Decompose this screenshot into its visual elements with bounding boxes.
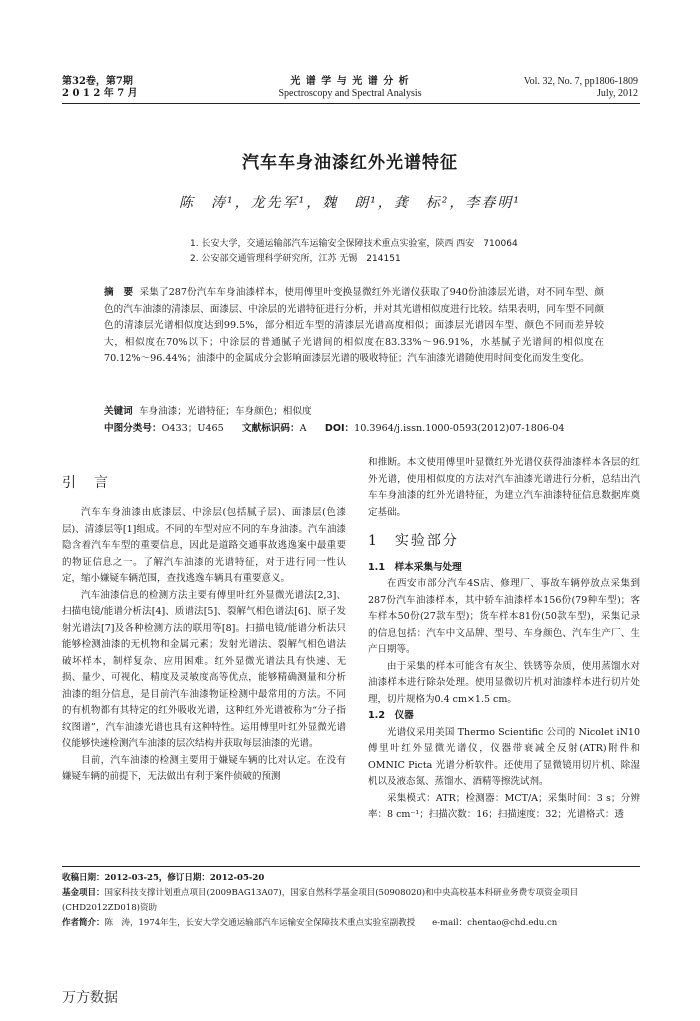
doc-code-label: 文献标识码：	[242, 423, 300, 434]
doc-code-value: A	[299, 423, 307, 434]
affiliation-1: 1. 长安大学，交通运输部汽车运输安全保障技术重点实验室，陕西 西安 710064	[190, 239, 518, 249]
abstract-label: 摘 要	[104, 287, 134, 298]
author-bio-label: 作者简介：	[62, 918, 105, 928]
keywords	[104, 404, 604, 420]
clc-value: O433；U465	[161, 423, 224, 434]
received-dates: 收稿日期：2012-03-25，修订日期：2012-05-20	[62, 873, 265, 883]
publication-month: July, 2012	[596, 88, 638, 99]
volume-issue: 第32卷，第7期	[62, 76, 133, 87]
paragraph-1-1-a: 在西安市部分汽车4S店、修理厂、事故车辆停放点采集到287份汽车油漆样本，其中轿车油漆样本156份(79种车型)；客车样本50份(27款车型)；货车样本81份(50款车型)，采集记录的信息包括：汽车中文品牌、型号、车身颜色、汽车生产厂、生产日期等。	[368, 578, 640, 655]
right-column	[368, 455, 640, 824]
classification-line	[104, 421, 604, 437]
watermark: 万方数据	[62, 990, 118, 1006]
author-bio	[62, 916, 640, 931]
intro-body	[62, 505, 346, 786]
keywords-text: 车身油漆；光谱特征；车身颜色；相似度	[138, 406, 312, 417]
keywords-label: 关键词	[104, 406, 133, 417]
intro-paragraph-1: 汽车车身油漆由底漆层、中涂层(包括腻子层)、面漆层(色漆层)、清漆层等[1]组成。不同的车型对应不同的车身油漆。汽车油漆隐含着汽车车型的重要信息，因此是道路交通事故逃逸案中最重要的物证信息之一。了解汽车油漆的光谱特征，对于进行同一性认定，缩小嫌疑车辆范围，查找逃逸车辆具有重要意义。	[62, 507, 346, 584]
funding-text: 国家科技支撑计划重点项目(2009BAG13A07)，国家自然科学基金项目(50908020)和中央高校基本科研业务费专项资金项目(CHD2012ZD018)资助	[62, 888, 579, 913]
intro-paragraph-2: 汽车油漆信息的检测方法主要有傅里叶红外显微光谱法[2,3]、扫描电镜/能谱分析法[4]、质谱法[5]、裂解气相色谱法[6]、原子发射光谱法[7]及各种检测方法的联用等[8]。扫描电镜/能谱分析法只能够检测油漆的无机物和金属元素；发射光谱法、裂解气相色谱法破坏样本，制样复杂、应用困难。红外显微光谱法具有快速、无损、量少、可视化、精度及灵敏度高等优点，能够精确测量和分析油漆的组分信息，是目前汽车油漆物证检测中最常用的方法。不同的有机物都有其特定的红外吸收光谱，这种红外光谱被称为“分子指纹图谱”，汽车油漆光谱也具有这种特性。运用傅里叶红外显微光谱仪能够快速检测汽车油漆的层次结构并获取每层油漆的光谱。	[62, 589, 346, 749]
footnote-rule	[62, 866, 640, 867]
subsection-1-2-heading: 1.2 仪器	[368, 710, 414, 721]
doi-value: 10.3964/j.issn.1000-0593(2012)07-1806-04	[354, 423, 565, 434]
abstract-text: 采集了287份汽车车身油漆样本，使用傅里叶变换显微红外光谱仪获取了940份油漆层光谱，对不同车型、颜色的汽车油漆的清漆层、面漆层、中涂层的光谱特征进行分析，并对其光谱相似度进行比较。结果表明，同车型不同颜色的清漆层光谱相似度达到99.5%，部分相近车型的清漆层光谱高度相似；面漆层光谱因车型、颜色不同而差异较大，相似度在70%以下；中涂层的普通腻子光谱间的相似度在83.33%～96.91%，水基腻子光谱间的相似度在70.12%～96.44%；油漆中的金属成分会影响面漆层光谱的吸收特征；汽车油漆光谱随使用时间变化而发生变化。	[104, 287, 605, 365]
journal-title-cn: 光 谱 学 与 光 谱 分 析	[290, 76, 410, 87]
affiliation-2: 2. 公安部交通管理科学研究所，江苏 无锡 214151	[190, 254, 401, 264]
journal-title-en: Spectroscopy and Spectral Analysis	[278, 88, 422, 99]
intro-heading: 引 言	[62, 475, 110, 491]
doi-label: DOI：	[324, 423, 355, 434]
volume-pages: Vol. 32, No. 7, pp1806-1809	[523, 76, 638, 87]
author-list: 陈 涛¹，龙先军¹，魏 朗¹，龚 标²，李春明¹	[178, 195, 522, 211]
footnotes	[62, 871, 640, 931]
author-bio-text: 陈 涛，1974年生，长安大学交通运输部汽车运输安全保障技术重点实验室副教授 e-mail：chentao@chd.edu.cn	[104, 918, 558, 928]
abstract	[104, 285, 604, 368]
header-rule	[62, 103, 640, 104]
paper-title: 汽车车身油漆红外光谱特征	[242, 153, 458, 173]
publication-date: 2 0 1 2 年 7 月	[62, 88, 138, 99]
funding	[62, 886, 640, 916]
intro-paragraph-3: 目前，汽车油漆的检测主要用于嫌疑车辆的比对认定。在没有嫌疑车辆的前提下，无法做出有利于案件侦破的预测	[62, 754, 346, 782]
subsection-1-1-heading: 1.1 样本采集与处理	[368, 561, 462, 573]
section-1-heading: 1 实验部分	[368, 533, 459, 549]
paragraph-1-1-b: 由于采集的样本可能含有灰尘、铁锈等杂质，使用蒸馏水对油漆样本进行除杂处理。使用显微切片机对油漆样本进行切片处理，切片规格为0.4 cm×1.5 cm。	[368, 660, 640, 705]
clc-label: 中图分类号：	[104, 423, 162, 434]
journal-pages-info	[524, 76, 638, 100]
paragraph-1-2-a: 光谱仪采用美国 Thermo Scientific 公司的 Nicolet iN10 傅里叶红外显微光谱仪，仪器带衰减全反射(ATR)附件和 OMNIC Picta 光谱分析软件。还使用了显微镜用切片机、除湿机以及液态氮、蒸馏水、酒精等擦洗试剂。	[368, 726, 640, 787]
paragraph-1-2-b: 采集模式：ATR；检测器：MCT/A；采集时间：3 s；分辨率：8 cm⁻¹；扫描次数：16；扫描速度：32；光谱格式：透	[368, 792, 640, 820]
intro-continuation: 和推断。本文使用傅里叶显微红外光谱仪获得油漆样本各层的红外光谱，使用相似度的方法对汽车油漆光谱进行分析，总结出汽车车身油漆的红外光谱特征，为建立汽车油漆特征信息数据库奠定基础。	[368, 457, 640, 518]
funding-label: 基金项目：	[62, 888, 105, 898]
